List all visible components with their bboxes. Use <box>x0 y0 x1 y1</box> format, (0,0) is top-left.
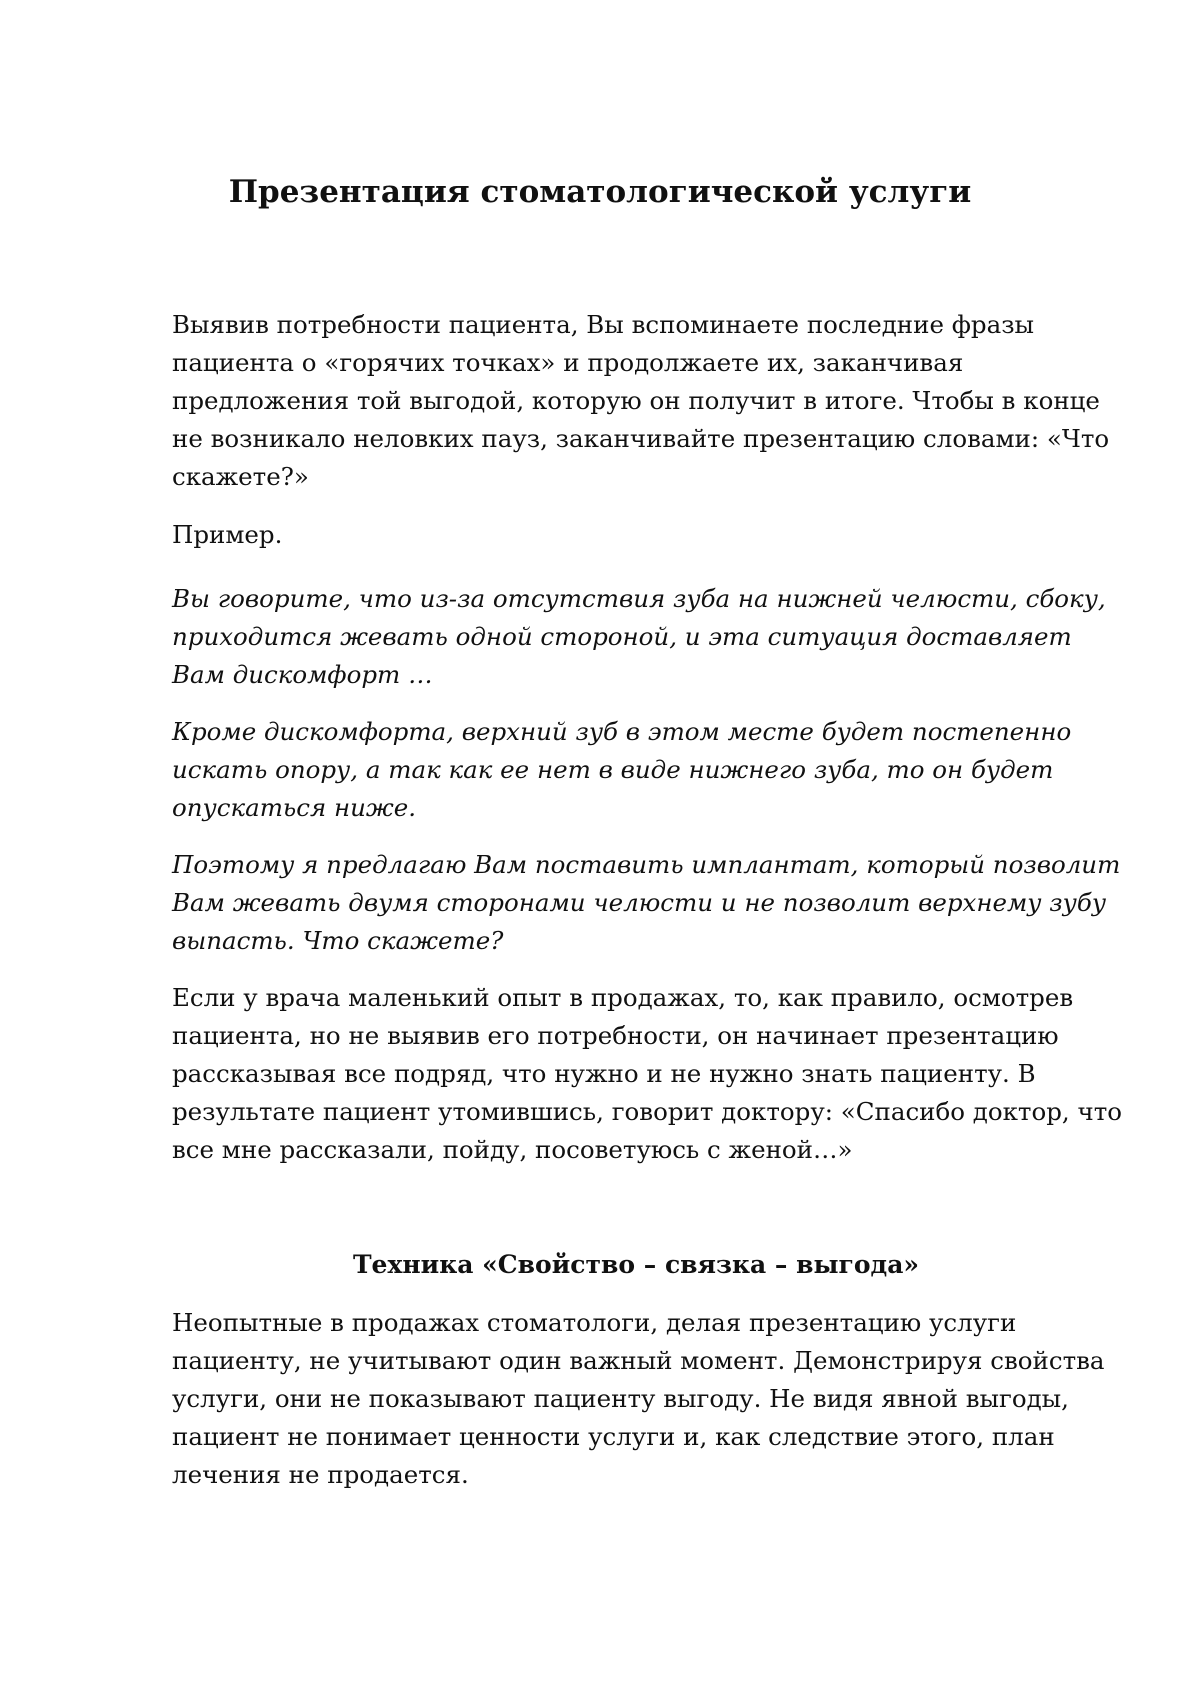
body-paragraph: Если у врача маленький опыт в продажах, то, как правило, осмотрев пациента, но не выявив его потребности, он начинает презентацию рассказывая все подряд, что нужно и не нужно знать пациенту. В результате пациент утомившись, говорит доктору: «Спасибо доктор, что все мне рассказали, пойду, посоветуюсь с женой…» <box>172 983 1122 1164</box>
example-quote-1: Вы говорите, что из-за отсутствия зуба на нижней челюсти, сбоку, приходится жевать одной стороной, и эта ситуация доставляет Вам дискомфорт … <box>172 584 1106 689</box>
intro-paragraph: Выявив потребности пациента, Вы вспоминаете последние фразы пациента о «горячих точках» и продолжаете их, заканчивая предложения той выгодой, которую он получит в итоге. Чтобы в конце не возникало неловких пауз, заканчивайте презентацию словами: «Что скажете?» <box>172 310 1110 491</box>
example-quote-2: Кроме дискомфорта, верхний зуб в этом месте будет постепенно искать опору, а так как ее нет в виде нижнего зуба, то он будет опускаться ниже. <box>172 717 1072 822</box>
section-paragraph: Неопытные в продажах стоматологи, делая презентацию услуги пациенту, не учитывают один важный момент. Демонстрируя свойства услуги, они не показывают пациенту выгоду. Не видя явной выгоды, пациент не понимает ценности услуги и, как следствие этого, план лечения не продается. <box>172 1308 1105 1489</box>
example-quote-3: Поэтому я предлагаю Вам поставить имплантат, который позволит Вам жевать двумя сторонами челюсти и не позволит верхнему зубу выпасть. Что скажете? <box>172 850 1121 955</box>
example-label: Пример. <box>172 520 283 549</box>
section-title: Техника «Свойство – связка – выгода» <box>352 1250 920 1279</box>
page-title: Презентация стоматологической услуги <box>228 174 972 210</box>
